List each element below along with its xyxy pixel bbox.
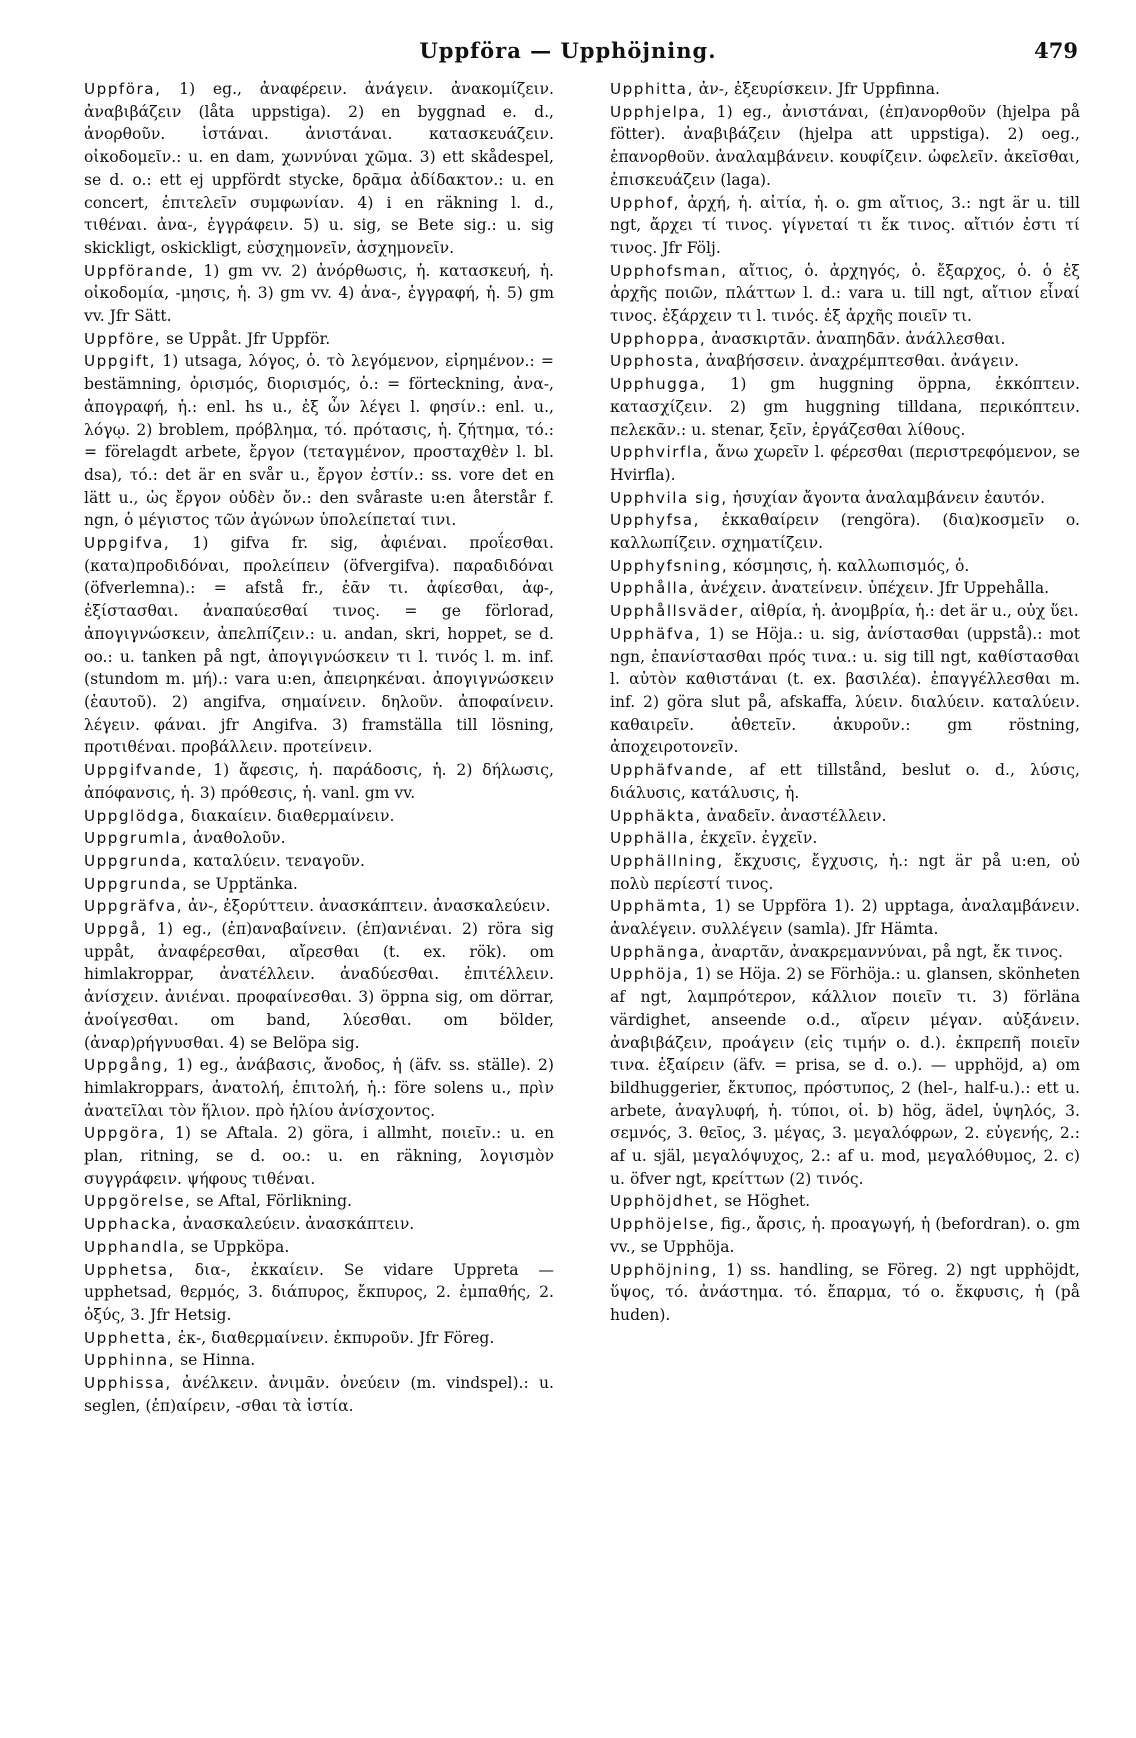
entry-definition: af ett tillstånd, beslut o. d., λύσις, διάλυσις, κατάλυσις, ἡ.: [610, 761, 1080, 802]
dictionary-entry: [610, 101, 1080, 192]
dictionary-entry: [84, 918, 554, 1054]
entry-definition: 1) gifva fr. sig, ἀφιέναι. προΐεσθαι. (κατα)προδιδόναι, προλείπειν (öfvergifva). παραδιδόναι (öfverlemna).: = afstå fr., ἐᾶν τι. ἀφίεσθαι, ἀφ-, ἐξίστασθαι. ἀναπαύεσθαί τινος. = ge förlorad, ἀπογιγνώσκειν, ἀπελπίζειν.: u. andan, skri, hoppet, se d. oo.: u. tanken på ngt, ἀπογιγνώσκειν τι l. τινός l. m. inf. (stundom m. μή).: vara u:en, ἀπειρηκέναι. ἀπογιγνώσκειν (ἑαυτοῦ). 2) angifva, σημαίνειν. δηλοῦν. ἀποφαίνειν. λέγειν. φάναι. jfr Angifva. 3) framställa till lösning, προτιθέναι. προβάλλειν. προτείνειν.: [84, 534, 554, 757]
entry-headword: Upphälla,: [610, 829, 696, 848]
entry-headword: Uppgöra,: [84, 1124, 166, 1143]
entry-headword: Upphofsman,: [610, 261, 728, 280]
dictionary-entry: [610, 1190, 1080, 1213]
entry-headword: Upphämta,: [610, 897, 708, 916]
right-column: [610, 78, 1080, 1327]
dictionary-entry: [610, 1213, 1080, 1258]
entry-definition: ἀναδεῖν. ἀναστέλλειν.: [701, 806, 887, 825]
dictionary-entry: [84, 350, 554, 532]
dictionary-entry: [84, 850, 554, 873]
entry-headword: Uppgrumla,: [84, 829, 189, 848]
dictionary-entry: [610, 373, 1080, 441]
dictionary-entry: [610, 260, 1080, 328]
entry-definition: 1) eg., (ἐπ)αναβαίνειν. (ἐπ)ανιέναι. 2) röra sig uppåt, ἀναφέρεσθαι, αἴρεσθαι (t. ex. rök). om himlakroppar, ἀνατέλλειν. ἀναδύεσθαι. ἐπιτέλλειν. ἀνίσχειν. ἀνιέναι. προφαίνεσθαι. 3) öppna sig, om dörrar, ἀνοίγεσθαι. om band, λύεσθαι. om bölder, (ἀναρ)ρήγνυσθαι. 4) se Belöpa sig.: [84, 920, 554, 1052]
dictionary-entry: [610, 328, 1080, 351]
entry-definition: κόσμησις, ἡ. καλλωπισμός, ὁ.: [728, 556, 970, 575]
entry-headword: Upphyfsa,: [610, 511, 700, 530]
entry-definition: 1) utsaga, λόγος, ὁ. τὸ λεγόμενον, εἰρημένον.: = bestämning, ὁρισμός, διορισμός, ὁ.: = förteckning, ἀνα-, ἀπογραφή, ἡ.: enl. hs u., ἐξ ὧν λέγει l. φησίν.: enl. u., λόγῳ. 2) broblem, πρόβλημα, τό. πρότασις, ἡ. ζήτημα, τό.: = förelagdt arbete, ἔργον (τεταγμένον, προσταχθὲν l. bl. dsa), τό.: det är en svår u., ἔργον ἐστίν.: ss. vore det en lätt u., ὡς ἔργον οὐδὲν ὄν.: den svåraste u:en återstår f. ngn, ὁ μέγιστος τῶν ἀγώνων ὑπολείπεταί τινι.: [84, 352, 554, 530]
dictionary-entry: [84, 1190, 554, 1213]
entry-headword: Upphosta,: [610, 352, 701, 371]
entry-definition: 1) se Uppföra 1). 2) upptaga, ἀναλαμβάνειν. ἀναλέγειν. συλλέγειν (samla). Jfr Hämta.: [610, 897, 1080, 939]
dictionary-entry: [610, 827, 1080, 850]
entry-definition: ἀνασκαλεύειν. ἀνασκάπτειν.: [177, 1215, 415, 1234]
entry-definition: ἀναβήσσειν. ἀναχρέμπτεσθαι. ἀνάγειν.: [700, 352, 1019, 371]
entry-definition: δια-, ἐκκαίειν. Se vidare Uppreta — upphetsad, θερμός, 3. διάπυρος, ἔκπυρος, 2. ἐμπαθής, 2. ὀξύς, 3. Jfr Hetsig.: [84, 1260, 554, 1324]
dictionary-entry: [610, 192, 1080, 260]
dictionary-entry: [84, 78, 554, 260]
dictionary-entry: [610, 850, 1080, 895]
page-number: 479: [1034, 38, 1078, 63]
entry-definition: se Upptänka.: [188, 874, 298, 893]
dictionary-entry: [610, 963, 1080, 1190]
entry-definition: se Uppåt. Jfr Uppför.: [161, 329, 331, 348]
entry-headword: Upphänga,: [610, 942, 707, 961]
dictionary-entry: [84, 827, 554, 850]
entry-headword: Upphöja,: [610, 965, 690, 984]
entry-headword: Upphitta,: [610, 80, 694, 98]
entry-headword: Upphäfvande,: [610, 761, 735, 780]
entry-definition: ἀναρτᾶν, ἀνακρεμαννύναι, på ngt, ἔκ τινος.: [706, 942, 1063, 961]
entry-headword: Upphöjning,: [610, 1260, 718, 1279]
entry-headword: Uppgifva,: [84, 534, 171, 553]
entry-headword: Upphetsa,: [84, 1260, 175, 1279]
entry-definition: ἀνασκιρτᾶν. ἀναπηδᾶν. ἀνάλλεσθαι.: [706, 329, 1006, 348]
entry-headword: Upphyfsning,: [610, 556, 729, 575]
entry-headword: Upphöjelse,: [610, 1215, 716, 1234]
dictionary-entry: [84, 328, 554, 351]
dictionary-entry: [84, 1259, 554, 1327]
entry-headword: Upphällning,: [610, 851, 724, 870]
entry-headword: Uppföre,: [84, 329, 162, 348]
page-header: [0, 38, 1136, 68]
dictionary-entry: [84, 1372, 554, 1417]
left-column: [84, 78, 554, 1417]
entry-headword: Upphissa,: [84, 1374, 172, 1393]
dictionary-entry: [610, 487, 1080, 510]
entry-headword: Uppgörelse,: [84, 1192, 192, 1211]
entry-definition: fig., ἄρσις, ἡ. προαγωγή, ἡ (befordran). o. gm vv., se Upphöja.: [610, 1215, 1080, 1256]
running-head: Uppföra — Upphöjning.: [419, 38, 717, 63]
entry-definition: ἡσυχίαν ἄγοντα ἀναλαμβάνειν ἑαυτόν.: [727, 488, 1046, 507]
entry-definition: ἀρχή, ἡ. αἰτία, ἡ. o. gm αἴτιος, 3.: ngt är u. till ngt, ἄρχει τί τινος. γίγνεταί τι ἔκ τινος. αἴτιόν ἐστι τί τινος. Jfr Följ.: [610, 193, 1080, 257]
entry-headword: Uppglödga,: [84, 806, 186, 825]
dictionary-entry: [610, 509, 1080, 554]
entry-definition: 1) gm vv. 2) ἀνόρθωσις, ἡ. κατασκευή, ἡ. οἰκοδομία, -μησις, ἡ. 3) gm vv. 4) ἀνα-, ἐγγραφή, ἡ. 5) gm vv. Jfr Sätt.: [84, 261, 554, 326]
dictionary-entry: [84, 1236, 554, 1259]
entry-headword: Upphjelpa,: [610, 102, 707, 121]
dictionary-entry: [610, 577, 1080, 600]
dictionary-entry: [84, 805, 554, 828]
entry-headword: Upphållsväder,: [610, 602, 746, 621]
entry-definition: 1) eg., ἀνιστάναι, (ἐπ)ανορθοῦν (hjelpa på fötter). ἀναβιβάζειν (hjelpa att uppstiga). 2) oeg., ἐπανορθοῦν. ἀναλαμβάνειν. κουφίζειν. ὠφελεῖν. ἀκεῖσθαι, ἐπισκευάζειν (laga).: [610, 102, 1080, 189]
entry-definition: 1) ss. handling, se Föreg. 2) ngt upphöjdt, ὕψος, τό. ἀνάστημα. τό. ἔπαρμα, τό o. ἔκφυσις, ἡ (på huden).: [610, 1260, 1080, 1324]
dictionary-entry: [610, 805, 1080, 828]
dictionary-entry: [84, 759, 554, 804]
entry-headword: Upphandla,: [84, 1237, 186, 1256]
entry-headword: Upphof,: [610, 193, 680, 212]
entry-definition: 1) ἄφεσις, ἡ. παράδοσις, ἡ. 2) δήλωσις, ἀπόφανσις, ἡ. 3) πρόθεσις, ἡ. vanl. gm vv.: [84, 761, 554, 802]
entry-definition: αἰθρία, ἡ. ἀνομβρία, ἡ.: det är u., οὐχ ὕει.: [745, 602, 1079, 621]
dictionary-entry: [84, 895, 554, 918]
dictionary-entry: [610, 623, 1080, 759]
entry-headword: Uppgrunda,: [84, 874, 189, 893]
entry-headword: Uppgå,: [84, 920, 148, 939]
entry-headword: Uppföra,: [84, 80, 162, 98]
entry-definition: 1) eg., ἀνάβασις, ἄνοδος, ἡ (äfv. ss. ställe). 2) himlakroppars, ἀνατολή, ἐπιτολή, ἡ.: före solens u., πρὶν ἀνατεῖλαι τὸν ἥλιον. πρὸ ἡλίου ἀνίσχοντος.: [84, 1056, 554, 1120]
entry-definition: αἴτιος, ὁ. ἀρχηγός, ὁ. ἔξαρχος, ὁ. ὁ ἐξ ἀρχῆς ποιῶν, πλάττων l. d.: vara u. till ngt, αἴτιον εἶναί τινος. ἐξάρχειν τι l. τινός. ἐξ ἀρχῆς ποιεῖν τι.: [610, 261, 1080, 326]
entry-definition: se Höghet.: [719, 1192, 811, 1211]
entry-definition: ἐκκαθαίρειν (rengöra). (δια)κοσμεῖν o. καλλωπίζειν. σχηματίζειν.: [610, 511, 1080, 553]
dictionary-entry: [610, 941, 1080, 964]
dictionary-entry: [84, 873, 554, 896]
dictionary-entry: [84, 1122, 554, 1190]
dictionary-entry: [610, 555, 1080, 578]
entry-headword: Upphålla,: [610, 579, 696, 598]
entry-definition: ἀνέχειν. ἀνατείνειν. ὑπέχειν. Jfr Uppehålla.: [695, 579, 1050, 598]
entry-definition: ἐκ-, διαθερμαίνειν. ἐκπυροῦν. Jfr Föreg.: [172, 1328, 495, 1347]
entry-headword: Uppgift,: [84, 352, 157, 371]
entry-headword: Upphäkta,: [610, 806, 702, 825]
entry-definition: ἔκχυσις, ἔγχυσις, ἡ.: ngt är på u:en, οὐ πολὺ περίεστί τινος.: [610, 851, 1080, 893]
dictionary-entry: [84, 1054, 554, 1122]
dictionary-entry: [84, 1349, 554, 1372]
entry-definition: ἀνέλκειν. ἀνιμᾶν. ὀνεύειν (m. vindspel).: u. seglen, (ἐπ)αίρειν, -σθαι τὰ ἱστία.: [84, 1374, 554, 1415]
entry-definition: 1) se Aftala. 2) göra, i allmht, ποιεῖν.: u. en plan, ritning, se d. oo.: u. en räkning, λογισμὸν συγγράφειν. ψήφους τιθέναι.: [84, 1124, 554, 1188]
entry-definition: διακαίειν. διαθερμαίνειν.: [185, 806, 395, 825]
entry-definition: ἀν-, ἐξευρίσκειν. Jfr Uppfinna.: [693, 80, 940, 98]
entry-headword: Upphäfva,: [610, 624, 702, 643]
entry-definition: ἀναθολοῦν.: [188, 829, 286, 848]
entry-headword: Uppgifvande,: [84, 761, 204, 780]
entry-definition: 1) se Höja. 2) se Förhöja.: u. glansen, skönheten af ngt, λαμπρότερον, κάλλιον ποιεῖν τι. 3) förläna värdighet, anseende o.d., αἴρειν μέγαν. αὐξάνειν. ἀναβιβάζειν, προάγειν (εἰς τιμήν o. d.). ἐκπρεπῆ ποιεῖν τινα. ἐξαίρειν (äfv. = prisa, se d. o.). — upphöjd, a) om bildhuggerier, ἔκτυπος, πρόστυπος, 2 (hel-, half-u.).: ett u. arbete, ἀναγλυφή, ἡ. τύποι, οἱ. b) hög, ädel, ὑψηλός, 3. σεμνός, 3. θεῖος, 3. μέγας, 3. μεγαλόφρων, 2. εὐγενής, 2.: af u. själ, μεγαλόψυχος, 2.: af u. mod, μεγαλόθυμος, 2. c) u. öfver ngt, κρείττων (2) τινός.: [610, 965, 1080, 1188]
dictionary-entry: [610, 350, 1080, 373]
entry-headword: Upphinna,: [84, 1351, 176, 1370]
entry-definition: se Aftal, Förlikning.: [191, 1192, 353, 1211]
entry-headword: Upphöjdhet,: [610, 1192, 720, 1211]
entry-definition: ἐκχεῖν. ἐγχεῖν.: [695, 829, 818, 848]
entry-headword: Uppgräfva,: [84, 897, 184, 916]
entry-definition: 1) se Höja.: u. sig, ἀνίστασθαι (uppstå).: mot ngn, ἐπανίστασθαι πρός τινα.: u. sig till ngt, καθίστασθαι l. αὑτὸν καθιστάναι (t. ex. βασιλέα). ἐπαγγέλλεσθαι m. inf. 2) göra slut på, afskaffa, λύειν. διαλύειν. καταλύειν. καθαιρεῖν. ἀθετεῖν. ἀκυροῦν.: gm röstning, ἀποχειροτονεῖν.: [610, 624, 1080, 757]
entry-headword: Upphoppa,: [610, 329, 707, 348]
entry-headword: Upphetta,: [84, 1328, 173, 1347]
dictionary-entry: [610, 600, 1080, 623]
entry-definition: 1) eg., ἀναφέρειν. ἀνάγειν. ἀνακομίζειν. ἀναβιβάζειν (låta uppstiga). 2) en byggnad e. d., ἀνορθοῦν. ἱστάναι. ἀνιστάναι. κατασκευάζειν. οἰκοδομεῖν.: u. en dam, χωννύναι χῶμα. 3) ett skådespel, se d. o.: ett ej uppfördt stycke, δρᾶμα ἀδίδακτον.: u. en concert, ἐπιτελεῖν συμφωνίαν. 4) i en räkning l. d., τιθέναι. ἀνα-, ἐγγράφειν. 5) u. sig, se Bete sig.: u. sig skickligt, oskickligt, εὐσχημονεῖν, ἀσχημονεῖν.: [84, 80, 554, 257]
entry-definition: 1) gm huggning öppna, ἐκκόπτειν. κατασχίζειν. 2) gm huggning tilldana, περικόπτειν. πελεκᾶν.: u. stenar, ξεῖν, ἐργάζεσθαι λίθους.: [610, 375, 1080, 439]
entry-definition: καταλύειν. τεναγοῦν.: [188, 851, 365, 870]
entry-headword: Uppgång,: [84, 1056, 170, 1075]
dictionary-entry: [84, 1327, 554, 1350]
dictionary-entry: [84, 260, 554, 328]
entry-definition: ἀν-, ἐξορύττειν. ἀνασκάπτειν. ἀνασκαλεύειν.: [183, 897, 551, 916]
entry-headword: Upphugga,: [610, 375, 707, 394]
dictionary-entry: [84, 532, 554, 759]
dictionary-entry: [610, 441, 1080, 486]
dictionary-entry: [610, 1259, 1080, 1327]
dictionary-entry: [610, 759, 1080, 804]
entry-definition: ἄνω χωρεῖν l. φέρεσθαι (περιστρεφόμενον, se Hvirfla).: [610, 443, 1080, 484]
dictionary-entry: [610, 895, 1080, 940]
entry-headword: Upphvirfla,: [610, 443, 710, 462]
entry-definition: se Hinna.: [175, 1351, 256, 1370]
entry-headword: Upphacka,: [84, 1215, 178, 1234]
entry-headword: Uppgrunda,: [84, 851, 189, 870]
dictionary-entry: [84, 1213, 554, 1236]
dictionary-entry: [610, 78, 1080, 101]
entry-headword: Uppförande,: [84, 261, 195, 280]
entry-headword: Upphvila sig,: [610, 488, 728, 507]
entry-definition: se Uppköpa.: [185, 1237, 290, 1256]
